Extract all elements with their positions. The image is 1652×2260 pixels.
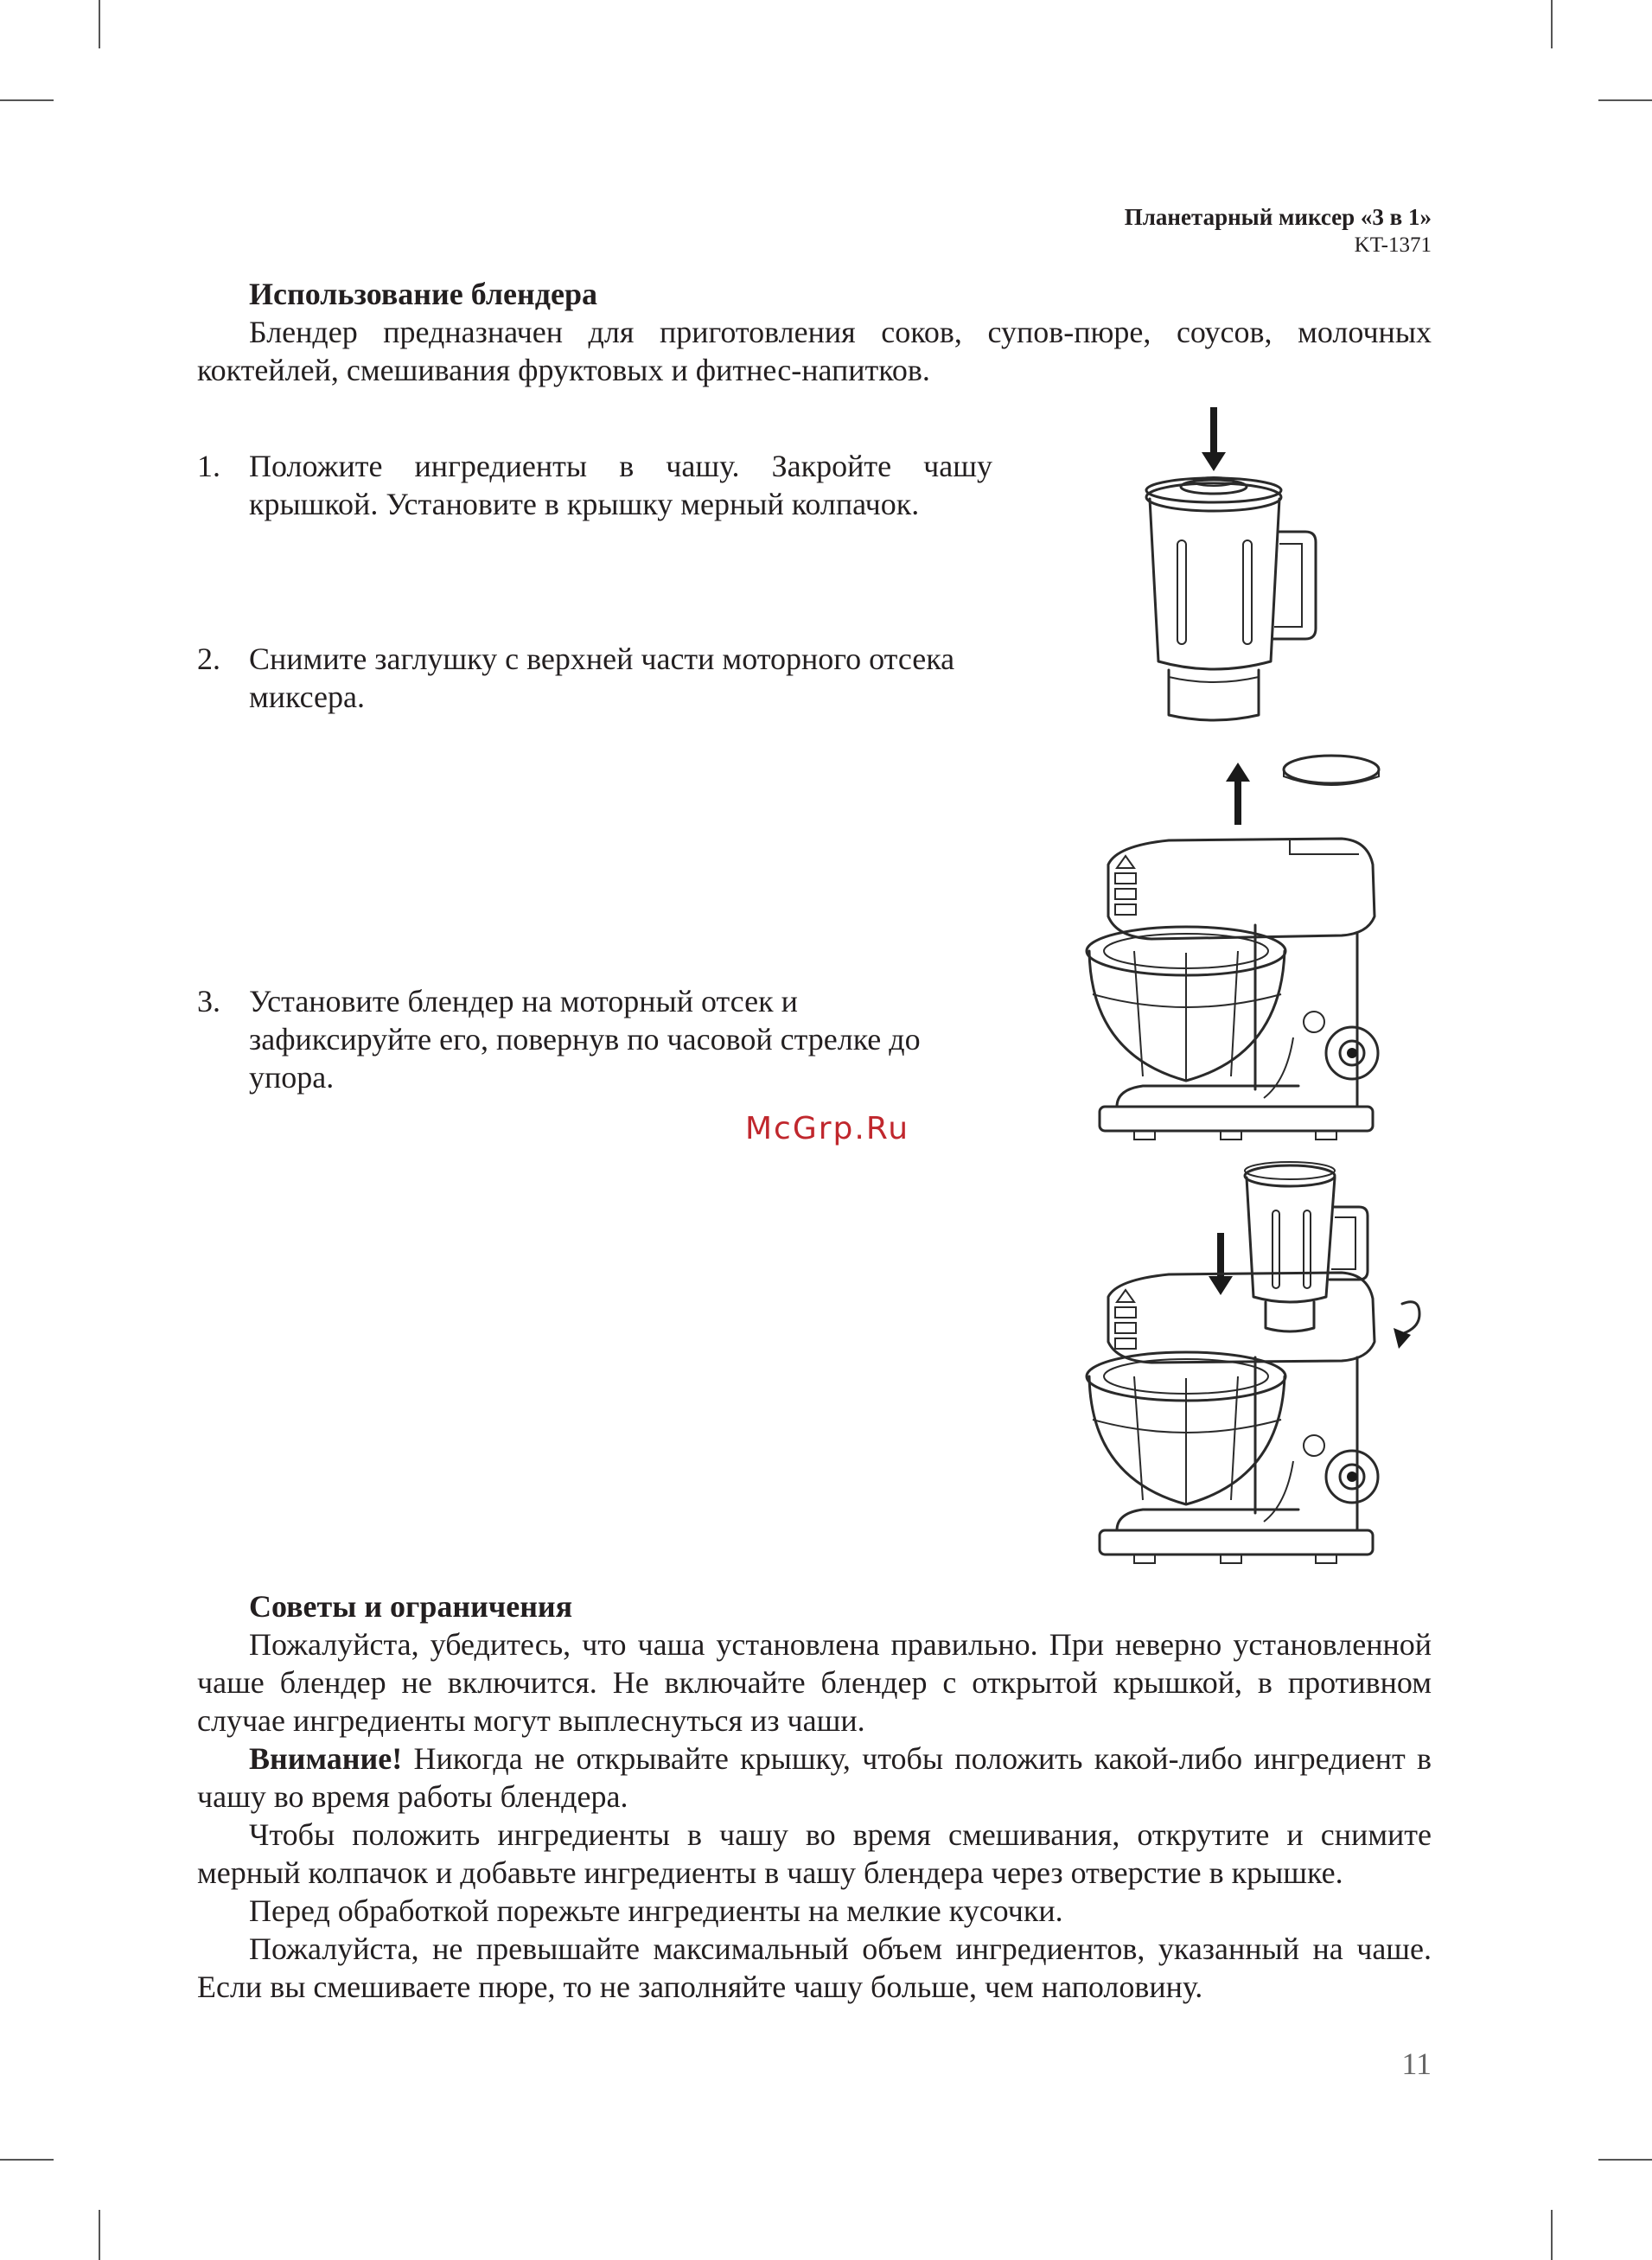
blender-intro-text: Блендер предназначен для приготовления соков, супов-пюре, соусов, молочных коктейлей, смешивания фруктовых и фитнес-напитков. [197,315,1432,387]
tips-paragraph-1: Пожалуйста, убедитесь, что чаша установлена правильно. При неверно установленной чаше блендер не включится. Не включайте блендер с открытой крышкой, в противном случае ингредиенты могут выплеснуться из чаши. [197,1627,1432,1738]
page-number: 11 [1401,2046,1432,2081]
cover-removal-illustration [1219,744,1383,839]
step-number: 3. [197,984,220,1018]
step-text: Снимите заглушку с верхней части моторного отсека миксера. [249,642,955,714]
stand-mixer-illustration [1082,830,1411,1146]
crop-mark [1551,0,1553,48]
step-text: Установите блендер на моторный отсек и зафиксируйте его, повернув по часовой стрелке до упора. [249,984,921,1095]
step-text: Положите ингредиенты в чашу. Закройте чашу крышкой. Установите в крышку мерный колпачок. [249,449,992,521]
warning-label: Внимание! [249,1741,403,1776]
crop-mark [0,99,54,101]
warning-text: Никогда не открывайте крышку, чтобы положить какой-либо ингредиент в чашу во время работы блендера. [197,1741,1432,1814]
blender-heading: Использование блендера [249,277,597,311]
crop-mark [1551,2210,1553,2260]
blender-jug-illustration [1124,402,1349,739]
crop-mark [1598,99,1652,101]
crop-mark [1598,2159,1652,2161]
crop-mark [99,2210,100,2260]
watermark: McGrp.Ru [745,1111,910,1146]
tips-paragraph-5: Пожалуйста, не превышайте максимальный объем ингредиентов, указанный на чаше. Если вы смешиваете пюре, то не заполняйте чашу больше, чем наполовину. [197,1931,1432,2004]
tips-warning [197,1740,1432,1816]
tips-heading: Советы и ограничения [249,1589,573,1624]
tips-paragraph-3: Чтобы положить ингредиенты в чашу во время смешивания, открутите и снимите мерный колпачок и добавьте ингредиенты в чашу блендера через отверстие в крышке. [197,1817,1432,1890]
mixer-with-blender-illustration [1082,1150,1437,1574]
step-number: 1. [197,449,220,483]
crop-mark [99,0,100,48]
step-number: 2. [197,642,220,676]
tips-paragraph-4: Перед обработкой порежьте ингредиенты на мелкие кусочки. [249,1893,1063,1928]
blender-intro [197,313,1432,389]
header-model: KT-1371 [1354,233,1432,257]
header-title: Планетарный миксер «3 в 1» [1124,204,1432,230]
crop-mark [0,2159,54,2161]
